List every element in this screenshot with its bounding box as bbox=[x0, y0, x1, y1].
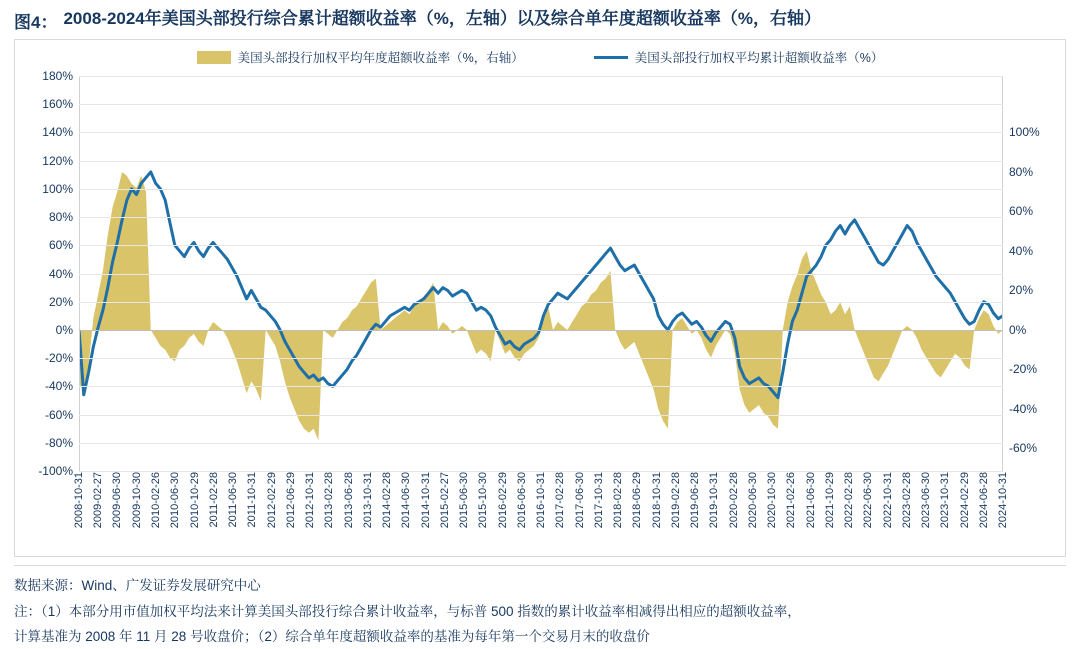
right-axis-tick-label: 60% bbox=[1009, 204, 1034, 219]
page-title bbox=[0, 0, 1080, 39]
zero-line bbox=[79, 330, 1003, 331]
x-axis-tick-label: 2014-10-31 bbox=[419, 472, 432, 529]
x-axis-labels bbox=[73, 472, 1009, 552]
right-axis-tick-label: 0% bbox=[1009, 322, 1027, 337]
left-axis-tick-label: 180% bbox=[42, 69, 73, 83]
x-axis-tick-label: 2019-06-28 bbox=[688, 472, 701, 529]
x-axis-tick-label: 2022-02-28 bbox=[843, 472, 855, 529]
x-axis-tick-label: 2017-10-31 bbox=[592, 472, 605, 529]
left-axis-tick-label: -60% bbox=[44, 407, 73, 422]
x-axis-tick-label: 2011-02-28 bbox=[207, 472, 220, 528]
annual-excess-return-area bbox=[79, 172, 1003, 441]
x-axis-tick-label: 2009-06-30 bbox=[111, 472, 124, 529]
x-axis-tick-label: 2022-10-31 bbox=[881, 472, 894, 529]
left-axis-tick-label: -40% bbox=[44, 379, 73, 394]
gridline bbox=[79, 76, 1003, 77]
x-axis-tick-label: 2015-02-27 bbox=[438, 472, 451, 529]
x-axis-tick-label: 2019-10-31 bbox=[708, 472, 721, 529]
left-axis-tick-label: -20% bbox=[44, 351, 73, 366]
x-axis-tick-label: 2010-10-29 bbox=[188, 472, 201, 529]
legend-label-area: 美国头部投行加权平均年度超额收益率（%，右轴） bbox=[237, 51, 524, 65]
gridline bbox=[79, 358, 1003, 359]
right-axis-tick-label: -60% bbox=[1009, 441, 1038, 456]
x-axis-tick-label: 2012-02-29 bbox=[265, 472, 278, 529]
x-axis-tick-label: 2020-02-28 bbox=[727, 472, 740, 529]
x-axis-tick-label: 2022-06-30 bbox=[862, 472, 875, 529]
x-axis-tick-label: 2017-06-30 bbox=[573, 472, 586, 529]
right-axis-tick-label: 80% bbox=[1009, 164, 1034, 179]
legend-swatch-area-icon bbox=[197, 51, 231, 64]
left-axis-tick-label: 100% bbox=[42, 181, 73, 196]
left-axis-tick-label: -100% bbox=[38, 464, 73, 478]
cumulative-excess-return-line bbox=[79, 172, 1003, 398]
x-axis-tick-label: 2015-10-30 bbox=[477, 472, 490, 529]
note-line-1: 注：（1）本部分用市值加权平均法来计算美国头部投行综合累计收益率，与标普 500 指数的累计收益率相减得出相应的超额收益率， bbox=[14, 603, 801, 619]
x-axis-tick-label: 2017-02-28 bbox=[554, 472, 567, 529]
figure-label: 图4： bbox=[14, 13, 58, 32]
chart-container bbox=[14, 39, 1066, 557]
gridline bbox=[79, 132, 1003, 133]
note-line-2: 计算基准为 2008 年 11 月 28 号收盘价；（2）综合单年度超额收益率的基准为每年第一个交易月末的收盘价 bbox=[14, 629, 650, 645]
data-source: 数据来源：Wind、广发证券发展研究中心 bbox=[14, 565, 1066, 598]
x-axis-tick-label: 2021-02-26 bbox=[785, 472, 798, 529]
figure-title-text: 2008-2024年美国头部投行综合累计超额收益率（%，左轴）以及综合单年度超额收益率（%，右轴） bbox=[63, 9, 821, 28]
left-axis-tick-label: 80% bbox=[48, 210, 73, 225]
left-axis-tick-label: 40% bbox=[48, 266, 73, 281]
x-axis-tick-label: 2016-02-29 bbox=[496, 472, 509, 529]
x-axis-tick-label: 2015-06-30 bbox=[458, 472, 470, 529]
left-axis-tick-label: -80% bbox=[44, 435, 73, 450]
left-axis-tick-label: 60% bbox=[48, 238, 73, 253]
legend-label-line: 美国头部投行加权平均累计超额收益率（%） bbox=[634, 51, 884, 65]
right-axis-tick-label: 100% bbox=[1009, 125, 1040, 140]
left-axis-tick-label: 160% bbox=[42, 97, 73, 112]
x-axis-tick-label: 2024-10-31 bbox=[997, 472, 1009, 529]
legend-item-line bbox=[594, 48, 884, 66]
x-axis-tick-label: 2020-10-30 bbox=[766, 472, 778, 529]
gridline bbox=[79, 217, 1003, 218]
x-axis-tick-label: 2014-06-30 bbox=[400, 472, 413, 529]
x-axis-tick-label: 2009-02-27 bbox=[92, 472, 105, 529]
left-axis-tick-label: 140% bbox=[42, 125, 73, 140]
x-axis-tick-label: 2011-10-31 bbox=[246, 472, 259, 528]
x-axis-tick-label: 2013-06-28 bbox=[342, 472, 355, 529]
gridline bbox=[79, 161, 1003, 162]
x-axis-tick-label: 2010-06-30 bbox=[169, 472, 182, 529]
x-axis-tick-label: 2018-10-31 bbox=[650, 472, 663, 529]
x-axis-tick-label: 2023-10-31 bbox=[939, 472, 952, 529]
x-axis-tick-label: 2018-02-28 bbox=[612, 472, 624, 529]
gridline bbox=[79, 189, 1003, 190]
gridline bbox=[79, 245, 1003, 246]
left-axis-tick-label: 0% bbox=[55, 322, 73, 337]
x-axis-tick-label: 2024-02-29 bbox=[958, 472, 971, 529]
x-axis-tick-label: 2024-06-28 bbox=[977, 472, 990, 529]
x-axis-tick-label: 2016-10-31 bbox=[535, 472, 547, 529]
right-axis-tick-label: 40% bbox=[1009, 243, 1034, 258]
right-axis-tick-label: -20% bbox=[1009, 362, 1038, 377]
gridline bbox=[79, 443, 1003, 444]
legend-item-area bbox=[197, 48, 524, 66]
gridline bbox=[79, 274, 1003, 275]
x-axis-tick-label: 2012-10-31 bbox=[304, 472, 316, 529]
left-axis-tick-label: 120% bbox=[42, 153, 73, 168]
x-axis-tick-label: 2023-02-28 bbox=[900, 472, 913, 529]
x-axis-tick-label: 2021-10-29 bbox=[823, 472, 836, 529]
x-axis-tick-label: 2013-02-28 bbox=[323, 472, 336, 529]
right-axis-tick-label: -40% bbox=[1009, 401, 1038, 416]
right-axis-tick-label: 20% bbox=[1009, 283, 1034, 298]
x-axis-tick-label: 2018-06-29 bbox=[631, 472, 644, 529]
gridline bbox=[79, 415, 1003, 416]
x-axis-tick-label: 2008-10-31 bbox=[73, 472, 85, 529]
x-axis-tick-label: 2009-10-30 bbox=[130, 472, 143, 529]
gridline bbox=[79, 386, 1003, 387]
x-axis-tick-label: 2016-06-30 bbox=[515, 472, 528, 529]
legend-swatch-line-icon bbox=[594, 56, 628, 59]
x-axis-tick-label: 2013-10-31 bbox=[361, 472, 374, 529]
left-axis-tick-label: 20% bbox=[48, 294, 73, 309]
x-axis-tick-label: 2019-02-28 bbox=[669, 472, 682, 529]
plot-area bbox=[38, 69, 1040, 478]
x-axis-tick-label: 2014-02-28 bbox=[380, 472, 393, 529]
x-axis-tick-label: 2012-06-29 bbox=[284, 472, 297, 529]
x-axis-tick-label: 2020-06-30 bbox=[746, 472, 759, 529]
x-axis-tick-label: 2021-06-30 bbox=[804, 472, 817, 529]
chart-footer bbox=[14, 557, 1066, 649]
gridline bbox=[79, 302, 1003, 303]
x-axis-tick-label: 2011-06-30 bbox=[226, 472, 239, 528]
gridline bbox=[79, 104, 1003, 105]
x-axis-tick-label: 2010-02-26 bbox=[149, 472, 162, 529]
x-axis-tick-label: 2023-06-30 bbox=[920, 472, 932, 529]
chart-legend bbox=[15, 48, 1065, 66]
